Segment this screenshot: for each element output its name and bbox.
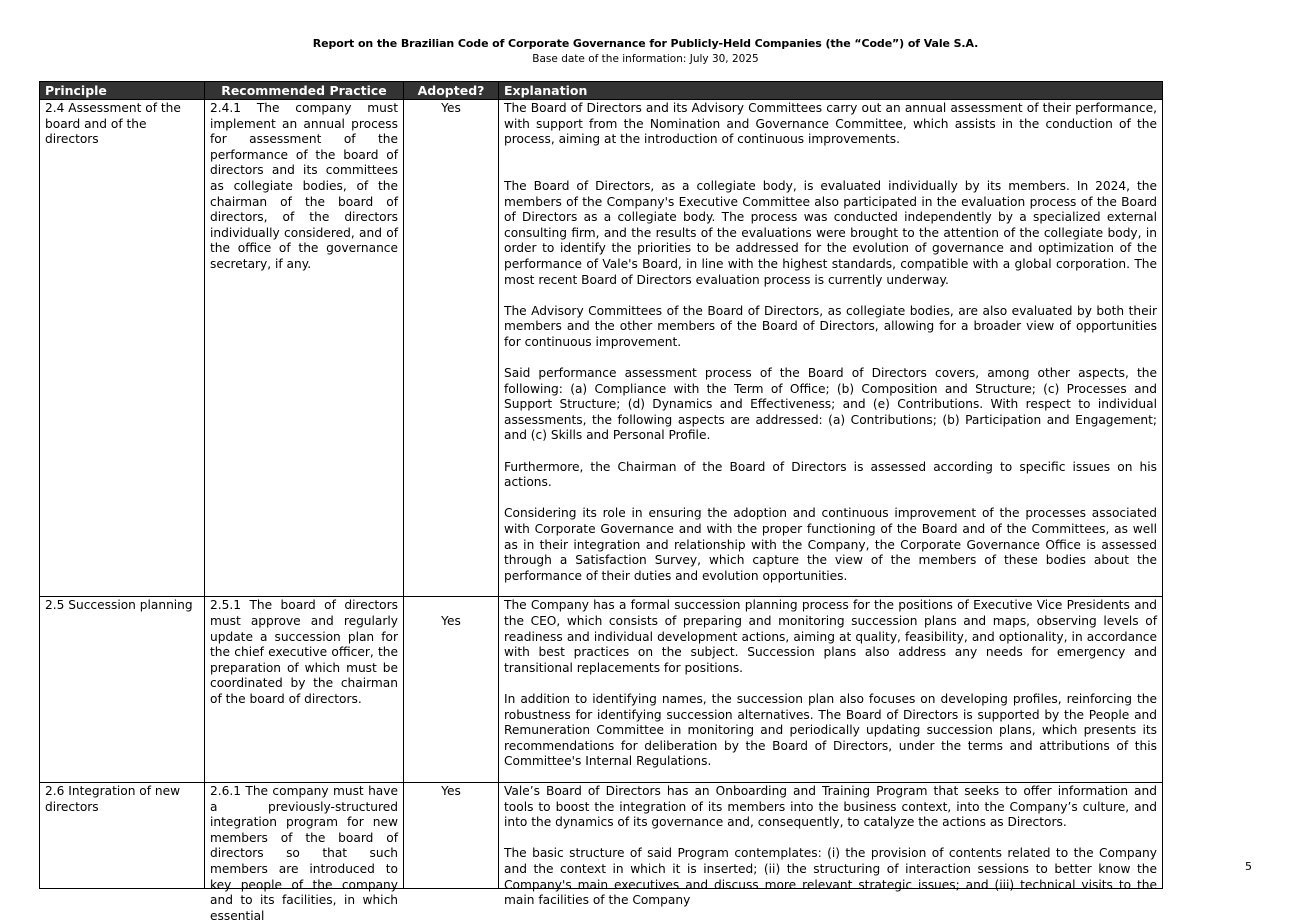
explanation-cell <box>499 100 1163 597</box>
explanation-paragraph: Vale’s Board of Directors has an Onboarding and Training Program that seeks to offer information and tools to boost the integration of its members into the business context, into the Company’s culture, and into the dynamics of its governance and, consequently, to catalyze the actions as Directors. <box>504 783 1157 830</box>
adopted-value: Yes <box>441 783 461 798</box>
table-row <box>40 597 1163 783</box>
table-row <box>40 782 1163 888</box>
principle-cell: 2.5 Succession planning <box>40 597 205 783</box>
governance-table <box>39 81 1163 923</box>
adopted-cell <box>404 597 499 783</box>
column-header-principle: Principle <box>40 82 205 100</box>
explanation-paragraph: Considering its role in ensuring the adoption and continuous improvement of the processes associated with Corporate Governance and with the proper functioning of the Board and of the Committees, as well as in their integration and relationship with the Company, the Corporate Governance Office is assessed through a Satisfaction Survey, which capture the view of the members of these bodies about the performance of their duties and evolution opportunities. <box>504 506 1157 583</box>
document-title: Report on the Brazilian Code of Corporate Governance for Publicly-Held Companies (the “Code”) of Vale S.A. <box>312 37 979 50</box>
practice-cell: 2.4.1 The company must implement an annual process for assessment of the performance of the board of directors and its committees as collegiate bodies, of the chairman of the board of directors, of the directors individually considered, and of the office of the governance secretary, if any. <box>205 100 404 597</box>
explanation-paragraph: Said performance assessment process of the Board of Directors covers, among other aspects, the following: (a) Compliance with the Term of Office; (b) Composition and Structure; (c) Processes and Support Structure; (d) Dynamics and Effectiveness; and (e) Contributions. With respect to individual assessments, the following aspects are addressed: (a) Contributions; (b) Participation and Engagement; and (c) Skills and Personal Profile. <box>504 366 1157 443</box>
table-header-row <box>40 82 1163 100</box>
principle-text: 2.6 Integration of new directors <box>45 783 181 814</box>
explanation-paragraph: In addition to identifying names, the succession plan also focuses on developing profiles, reinforcing the robustness for identifying succession alternatives. The Board of Directors is supported by the People and Remuneration Committee in monitoring and periodically updating succession plans, which presents its recommendations for deliberation by the Board of Directors, under the terms and attributions of this Committee's Internal Regulations. <box>504 691 1157 769</box>
adopted-cell <box>404 782 499 888</box>
practice-text: 2.6.1 The company must have a previously-structured integration program for new members of the board of directors so that such members are introduced to key people of the company and to its facilities, in which essential <box>210 783 398 923</box>
column-header-adopted: Adopted? <box>404 82 499 100</box>
explanation-paragraph: The Advisory Committees of the Board of Directors, as collegiate bodies, are also evaluated by both their members and the other members of the Board of Directors, allowing for a broader view of opportunities for continuous improvement. <box>504 303 1157 349</box>
practice-cell <box>205 782 404 923</box>
explanation-cell <box>499 782 1163 908</box>
explanation-paragraph: The Board of Directors, as a collegiate body, is evaluated individually by its members. In 2024, the members of the Company's Executive Committee also participated in the evaluation process of the Board of Directors as a collegiate body. The process was conducted independently by a specialized external consulting firm, and the results of the evaluations were brought to the attention of the collegiate body, in order to identify the priorities to be addressed for the evolution of governance and optimization of the performance of Vale's Board, in line with the highest standards, compatible with a global corporation. The most recent Board of Directors evaluation process is currently underway. <box>504 178 1157 287</box>
practice-cell: 2.5.1 The board of directors must approve and regularly update a succession plan for the chief executive officer, the preparation of which must be coordinated by the chairman of the board of directors. <box>205 597 404 783</box>
adopted-value: Yes <box>441 614 461 628</box>
explanation-paragraph: The Company has a formal succession planning process for the positions of Executive Vice Presidents and the CEO, which consists of preparing and monitoring succession plans and maps, observing levels of readiness and individual development actions, aiming at quality, feasibility, and optionality, in accordance with best practices on the subject. Succession plans also address any needs for emergency and transitional replacements for positions. <box>504 598 1157 675</box>
column-header-practice: Recommended Practice <box>205 82 404 100</box>
principle-cell <box>40 782 205 888</box>
adopted-cell: Yes <box>404 100 499 597</box>
principle-cell: 2.4 Assessment of the board and of the directors <box>40 100 205 597</box>
explanation-paragraph: The basic structure of said Program contemplates: (i) the provision of contents related to the Company and the context in which it is inserted; (ii) the structuring of interaction sessions to better know the Company's main executives and discuss more relevant strategic issues; and (iii) technical visits to the main facilities of the Company <box>504 846 1157 908</box>
document-subtitle: Base date of the information: July 30, 2025 <box>532 53 759 65</box>
explanation-clip <box>504 783 1157 908</box>
explanation-paragraph: The Board of Directors and its Advisory Committees carry out an annual assessment of their performance, with support from the Nomination and Governance Committee, which assists in the conduction of the process, aiming at the introduction of continuous improvements. <box>504 101 1157 147</box>
explanation-cell <box>499 597 1163 783</box>
table-row <box>40 100 1163 597</box>
column-header-explanation: Explanation <box>499 82 1163 100</box>
page-number: 5 <box>1245 860 1252 873</box>
explanation-paragraph: Furthermore, the Chairman of the Board of Directors is assessed according to specific issues on his actions. <box>504 459 1157 490</box>
